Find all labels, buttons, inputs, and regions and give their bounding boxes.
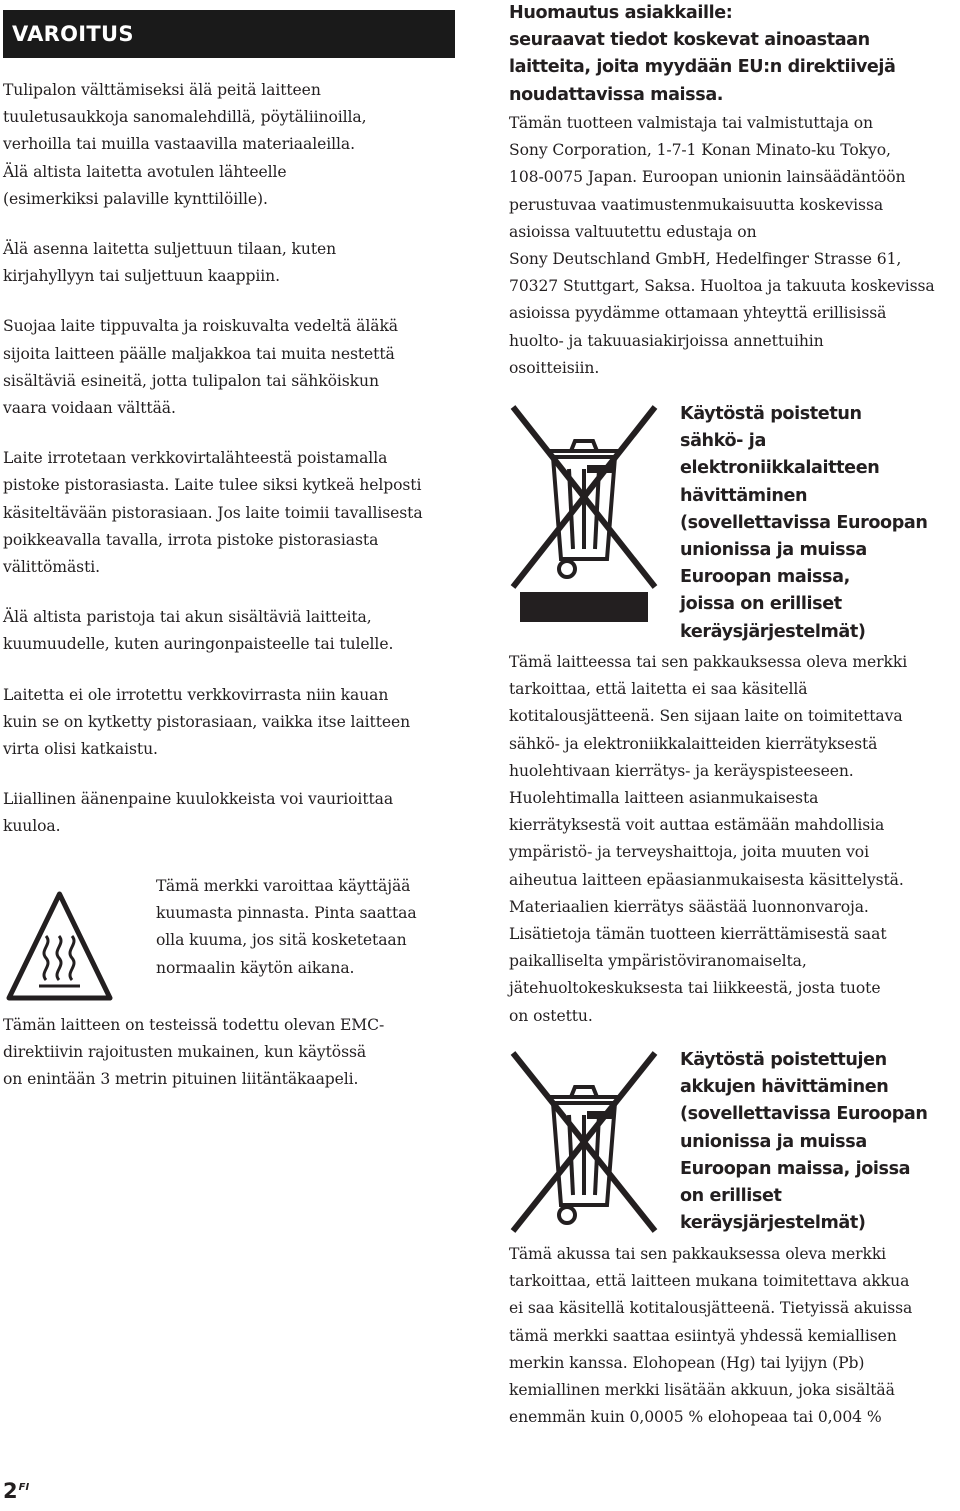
- battery-body: Tämä akussa tai sen pakkauksessa oleva merkki tarkoittaa, että laitteen mukana toimitettava akkua ei saa käsitellä kotitalousjätteenä. Tietyissä akuissa tämä merkki saattaa esiintyä yhdessä kemiallisen merkin kanssa. Elohopean (Hg) tai lyijyn (Pb) kemiallinen merkki lisätään akkuun, joka sisältää enemmän kuin 0,0005 % elohopeaa tai 0,004 %: [509, 1245, 913, 1427]
- page-number-value: 2: [3, 1479, 18, 1503]
- hot-surface-warning-icon: [6, 890, 113, 1002]
- paragraph-sound-pressure: Liiallinen äänenpaine kuulokkeista voi vaurioittaa kuuloa.: [3, 790, 394, 836]
- battery-heading: Käytöstä poistettujen akkujen hävittäminen (sovellettavissa Euroopan unionissa ja muissa Euroopan maissa, joissa on erilliset keräysjärjestelmät): [680, 1050, 928, 1234]
- weee-heading: Käytöstä poistetun sähkö- ja elektroniikkalaitteen hävittäminen (sovellettavissa Euroopan unionissa ja muissa Euroopan maissa, joissa on erilliset keräysjärjestelmät): [680, 404, 928, 642]
- paragraph-plug: Laite irrotetaan verkkovirtalähteestä poistamalla pistoke pistorasiasta. Laite tulee siksi kytkeä helposti käsiteltävään pistorasiaan. Jos laite toimii tavallisesta poikkeavalla tavalla, irrota pistoke pistorasiasta välittömästi.: [3, 449, 423, 577]
- paragraph-emc: Tämän laitteen on testeissä todettu olevan EMC- direktiivin rajoitusten mukainen, kun käytössä on enintään 3 metrin pituinen liitäntäkaapeli.: [3, 1016, 385, 1089]
- warning-banner: VAROITUS: [3, 10, 455, 58]
- paragraph-mains: Laitetta ei ole irrotettu verkkovirrasta niin kauan kuin se on kytketty pistorasiaan, vaikka itse laitteen virta olisi katkaistu.: [3, 685, 411, 759]
- customer-notice-body: Tämän tuotteen valmistaja tai valmistuttaja on Sony Corporation, 1-7-1 Konan Minato-ku Tokyo, 108-0075 Japan. Euroopan unionin lainsäädäntöön perustuvaa vaatimustenmukaisuutta koskevissa asioissa valtuutettu edustaja on Sony Deutschland GmbH, Hedelfinger Strasse 61, 70327 Stuttgart, Saksa. Huoltoa ja takuuta koskevissa asioissa pyydämme ottamaan yhteyttä erillisissä huolto- ja takuuasiakirjoissa annettuihin osoitteisiin.: [509, 114, 935, 377]
- paragraph-fire: Tulipalon välttämiseksi älä peitä laitteen tuuletusaukkoja sanomalehdillä, pöytäliinoilla, verhoilla tai muilla vastaavilla materiaaleilla. Älä altista laitetta avotulen lähteelle (esimerkiksi palaville kynttilöille).: [3, 81, 367, 208]
- crossed-out-wheelie-bin-icon: [509, 401, 659, 626]
- paragraph-water: Suojaa laite tippuvalta ja roiskuvalta vedeltä äläkä sijoita laitteen päälle maljakkoa tai muita nestettä sisältäviä esineitä, jotta tulipalon tai sähköiskun vaara voidaan välttää.: [3, 317, 399, 418]
- hot-surface-text: Tämä merkki varoittaa käyttäjää kuumasta pinnasta. Pinta saattaa olla kuuma, jos sitä kosketetaan normaalin käytön aikana.: [156, 877, 417, 977]
- hot-surface-notice: [3, 873, 455, 1013]
- page-language-code: FI: [18, 1482, 30, 1493]
- page-number: [3, 1479, 29, 1503]
- weee-body: Tämä laitteessa tai sen pakkauksessa oleva merkki tarkoittaa, että laitetta ei saa käsitellä kotitalousjätteenä. Sen sijaan laite on toimitettava sähkö- ja elektroniikkalaitteiden kierrätyksestä huolehtivaan kierrätys- ja keräyspisteeseen. Huolehtimalla laitteen asianmukaisesta kierrätyksestä voit auttaa estämään mahdollisia ympäristö- ja terveyshaittoja, joita muuten voi aiheutua laitteen epäasianmukaisesta käsittelystä. Materiaalien kierrätys säästää luonnonvaroja. Lisätietoja tämän tuotteen kierrättämisestä saat paikalliselta ympäristöviranomaiselta, jätehuoltokeskuksesta tai liikkeestä, josta tuote on ostettu.: [509, 653, 908, 1025]
- crossed-out-wheelie-bin-icon: [509, 1047, 659, 1237]
- paragraph-batteries-heat: Älä altista paristoja tai akun sisältäviä laitteita, kuumuudelle, kuten auringonpaisteelle tai tulelle.: [3, 608, 394, 654]
- customer-notice-heading: Huomautus asiakkaille: seuraavat tiedot koskevat ainoastaan laitteita, joita myydään EU:n direktiivejä noudattavissa maissa.: [509, 3, 896, 105]
- left-column: [3, 10, 455, 1089]
- weee-disposal-section: [509, 401, 960, 641]
- paragraph-enclosed-space: Älä asenna laitetta suljettuun tilaan, kuten kirjahyllyyn tai suljettuun kaappiin.: [3, 240, 337, 286]
- battery-disposal-section: [509, 1047, 960, 1237]
